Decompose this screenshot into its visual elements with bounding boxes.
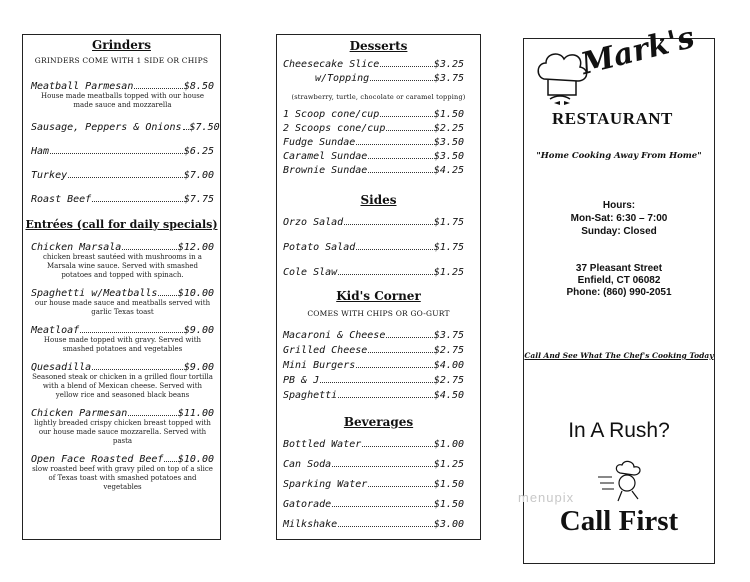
leader-dots: [92, 201, 183, 202]
menu-item-price: $11.00: [177, 408, 214, 419]
menu-item-name: Brownie Sundae: [283, 165, 368, 176]
menu-item-row: [31, 454, 214, 465]
menu-item-row: [31, 408, 214, 419]
menu-item: [283, 360, 464, 371]
menu-item: [283, 73, 464, 84]
menu-item-price: $3.50: [433, 151, 464, 162]
menu-item: [283, 59, 464, 70]
menu-item-row: [31, 122, 220, 133]
menu-item: [31, 288, 214, 317]
menu-item: [283, 123, 464, 134]
menu-item-row: [283, 479, 464, 490]
menu-item-row: [31, 362, 214, 373]
leader-dots: [338, 526, 433, 527]
leader-dots: [370, 80, 433, 81]
menu-item-name: Fudge Sundae: [283, 137, 356, 148]
menu-item-description: House made topped with gravy. Served with smashed potatoes and vegetables: [43, 336, 202, 353]
menu-item-price: $7.00: [183, 170, 214, 181]
logo-script: Mark's: [577, 20, 698, 83]
menu-item-price: $4.25: [433, 165, 464, 176]
menu-item-price: $1.50: [433, 499, 464, 510]
leader-dots: [122, 249, 177, 250]
menu-item: [283, 439, 464, 450]
menu-item-price: $9.00: [183, 325, 214, 336]
menu-item-price: $1.25: [433, 459, 464, 470]
menu-item-name: Chicken Parmesan: [31, 408, 128, 419]
menu-item-name: Milkshake: [283, 519, 338, 530]
menu-item-price: $6.25: [183, 146, 214, 157]
beverages-heading: Beverages: [343, 415, 414, 429]
menu-item-price: $2.75: [433, 375, 464, 386]
menu-item-description: chicken breast sautéed with mushrooms in a Marsala wine sauce. Served with smashed potatoes and topped with spinach.: [43, 253, 202, 279]
menu-item-price: $3.00: [433, 519, 464, 530]
menu-item: [283, 519, 464, 530]
menu-item: [31, 81, 214, 110]
menu-item-row: [283, 123, 464, 134]
grinders-note: GRINDERS COME WITH 1 SIDE OR CHIPS: [34, 56, 209, 65]
menu-item-price: $3.75: [433, 73, 464, 84]
address-city: Enfield, CT 06082: [577, 275, 661, 286]
menu-item-row: [31, 170, 214, 181]
address-block: [524, 263, 714, 299]
leader-dots: [386, 337, 433, 338]
leader-dots: [380, 116, 433, 117]
topping-note: (strawberry, turtle, chocolate or caramel topping): [291, 93, 466, 101]
menu-item-price: $1.25: [433, 267, 464, 278]
desserts-heading: Desserts: [349, 39, 408, 53]
menu-item: [283, 330, 464, 341]
hours-block: [524, 199, 714, 238]
menu-item-name: 1 Scoop cone/cup: [283, 109, 380, 120]
menu-item-price: $7.50: [189, 122, 220, 133]
menu-item-row: [283, 345, 464, 356]
desserts-list: [283, 59, 464, 87]
menu-item: [283, 242, 464, 253]
leader-dots: [362, 446, 433, 447]
menu-item: [283, 459, 464, 470]
menu-item-name: Potato Salad: [283, 242, 356, 253]
menu-item-price: $8.50: [183, 81, 214, 92]
menu-item: [283, 375, 464, 386]
menu-item-row: [31, 146, 214, 157]
menu-item: [283, 390, 464, 401]
menu-item: [283, 109, 464, 120]
entrees-heading: Entrées (call for daily specials): [25, 218, 218, 231]
menu-item-name: Quesadilla: [31, 362, 92, 373]
menu-item-name: Caramel Sundae: [283, 151, 368, 162]
menu-item: [283, 499, 464, 510]
menu-item-row: [283, 109, 464, 120]
desserts-list-2: [283, 109, 464, 179]
sides-list: [283, 217, 464, 292]
hours-title: Hours:: [602, 200, 636, 211]
menu-item-price: $1.75: [433, 242, 464, 253]
menu-item-price: $1.00: [433, 439, 464, 450]
menu-item-description: House made meatballs topped with our house made sauce and mozzarella: [40, 92, 205, 109]
menu-item-price: $1.50: [433, 109, 464, 120]
menu-item-row: [283, 151, 464, 162]
running-chef-icon: [596, 459, 652, 505]
menu-item-row: [283, 242, 464, 253]
menu-item-row: [283, 439, 464, 450]
menu-item-price: $3.50: [433, 137, 464, 148]
menu-item-row: [283, 360, 464, 371]
menu-item: [31, 242, 214, 280]
leader-dots: [68, 177, 183, 178]
menu-panel-cover: [523, 20, 715, 564]
menu-item-description: our house made sauce and meatballs served with garlic Texas toast: [34, 299, 211, 316]
menu-item-row: [283, 375, 464, 386]
leader-dots: [92, 369, 183, 370]
rush-heading: In A Rush?: [568, 419, 670, 442]
menu-item-name: Spaghetti w/Meatballs: [31, 288, 158, 299]
menu-item-description: slow roasted beef with gravy piled on top of a slice of Texas toast with smashed potatoes and vegetables: [32, 465, 213, 491]
menu-item-name: Sparking Water: [283, 479, 368, 490]
menu-item-price: $3.25: [433, 59, 464, 70]
menu-item-row: [283, 165, 464, 176]
leader-dots: [386, 130, 433, 131]
leader-dots: [158, 295, 176, 296]
menu-item-price: $1.50: [433, 479, 464, 490]
hours-weekday: Mon-Sat: 6:30 – 7:00: [570, 213, 668, 224]
menu-item-row: [283, 390, 464, 401]
menu-item-row: [283, 330, 464, 341]
menu-item-row: [31, 194, 214, 205]
menu-item-name: Gatorade: [283, 499, 332, 510]
leader-dots: [338, 397, 433, 398]
menu-item-name: Sausage, Peppers & Onions: [31, 122, 182, 133]
menu-item: [31, 146, 214, 157]
menu-item-name: Orzo Salad: [283, 217, 344, 228]
entrees-list: [31, 242, 214, 500]
menu-item-name: Cole Slaw: [283, 267, 338, 278]
logo-word: RESTAURANT: [552, 109, 673, 128]
menu-item-row: [283, 137, 464, 148]
leader-dots: [356, 249, 433, 250]
menu-item: [283, 479, 464, 490]
leader-dots: [368, 352, 433, 353]
leader-dots: [356, 144, 433, 145]
menu-item-name: Ham: [31, 146, 50, 157]
menu-item-description: Seasoned steak or chicken in a grilled flour tortilla with a blend of Mexican cheese. Served with yellow rice and seasoned black beans: [32, 373, 213, 399]
grinders-list: [31, 81, 220, 205]
menu-item: [31, 170, 214, 181]
menu-item: [31, 325, 214, 354]
menu-item-name: Macaroni & Cheese: [283, 330, 386, 341]
menu-item-row: [31, 81, 214, 92]
menu-item-price: $4.50: [433, 390, 464, 401]
menu-item-name: PB & J: [283, 375, 320, 386]
menu-item-name: Grilled Cheese: [283, 345, 368, 356]
menu-item-price: $7.75: [183, 194, 214, 205]
leader-dots: [368, 158, 433, 159]
sides-heading: Sides: [360, 193, 397, 207]
menu-item-name: w/Topping: [315, 73, 370, 84]
menu-item-price: $10.00: [177, 454, 214, 465]
leader-dots: [332, 466, 433, 467]
menu-item-row: [283, 73, 464, 84]
leader-dots: [332, 506, 433, 507]
menu-item-row: [283, 519, 464, 530]
menu-item-row: [31, 242, 214, 253]
menu-item-name: Can Soda: [283, 459, 332, 470]
menu-item-row: [283, 59, 464, 70]
menu-item-price: $12.00: [177, 242, 214, 253]
menu-item-name: Roast Beef: [31, 194, 92, 205]
leader-dots: [50, 153, 183, 154]
hours-sunday: Sunday: Closed: [581, 226, 657, 237]
menu-item: [283, 217, 464, 228]
kids-list: [283, 330, 464, 405]
menu-item-price: $1.75: [433, 217, 464, 228]
menu-item-name: 2 Scoops cone/cup: [283, 123, 386, 134]
menu-item-price: $9.00: [183, 362, 214, 373]
leader-dots: [344, 224, 433, 225]
address-street: 37 Pleasant Street: [575, 263, 663, 274]
menu-item-row: [283, 267, 464, 278]
leader-dots: [164, 461, 176, 462]
menu-item-row: [283, 499, 464, 510]
menu-item: [283, 345, 464, 356]
menu-item: [31, 122, 220, 133]
menu-item-name: Spaghetti: [283, 390, 338, 401]
call-first-heading: Call First: [559, 505, 679, 537]
leader-dots: [128, 415, 177, 416]
leader-dots: [183, 129, 189, 130]
menu-panel-desserts-sides: [276, 34, 481, 540]
menu-item-name: Bottled Water: [283, 439, 362, 450]
menu-item: [283, 151, 464, 162]
menu-item: [31, 194, 214, 205]
menu-item: [31, 454, 214, 492]
menu-item-description: lightly breaded crispy chicken breast topped with our house made sauce mozzarella. Served with pasta: [34, 419, 211, 445]
menu-item-name: Meatball Parmesan: [31, 81, 134, 92]
menu-item-name: Mini Burgers: [283, 360, 356, 371]
menu-item-row: [31, 325, 214, 336]
leader-dots: [320, 382, 433, 383]
menu-item: [283, 267, 464, 278]
kids-note: COMES WITH CHIPS OR GO-GURT: [307, 309, 450, 318]
menu-panel-grinders-entrees: [22, 34, 221, 540]
menu-item-name: Meatloaf: [31, 325, 80, 336]
menu-item-price: $2.25: [433, 123, 464, 134]
leader-dots: [368, 486, 433, 487]
kids-heading: Kid's Corner: [336, 289, 421, 303]
leader-dots: [380, 66, 433, 67]
tagline: "Home Cooking Away From Home": [536, 151, 702, 161]
leader-dots: [338, 274, 433, 275]
leader-dots: [368, 172, 433, 173]
leader-dots: [356, 367, 433, 368]
menu-item-name: Cheesecake Slice: [283, 59, 380, 70]
beverages-list: [283, 439, 464, 539]
leader-dots: [80, 332, 183, 333]
grinders-heading: Grinders: [92, 38, 151, 52]
menu-item: [283, 165, 464, 176]
phone-number: Phone: (860) 990-2051: [566, 287, 672, 298]
watermark: menupix: [518, 490, 575, 505]
menu-item-name: Turkey: [31, 170, 68, 181]
leader-dots: [134, 88, 183, 89]
menu-item-name: Chicken Marsala: [31, 242, 122, 253]
call-line: Call And See What The Chef's Cooking Today: [524, 351, 714, 360]
menu-item-price: $3.75: [433, 330, 464, 341]
menu-item-price: $4.00: [433, 360, 464, 371]
menu-item: [283, 137, 464, 148]
menu-item: [31, 362, 214, 400]
menu-item-row: [283, 459, 464, 470]
menu-item-row: [283, 217, 464, 228]
menu-item-row: [31, 288, 214, 299]
menu-item-price: $2.75: [433, 345, 464, 356]
menu-item-name: Open Face Roasted Beef: [31, 454, 164, 465]
menu-item-price: $10.00: [177, 288, 214, 299]
menu-item: [31, 408, 214, 446]
